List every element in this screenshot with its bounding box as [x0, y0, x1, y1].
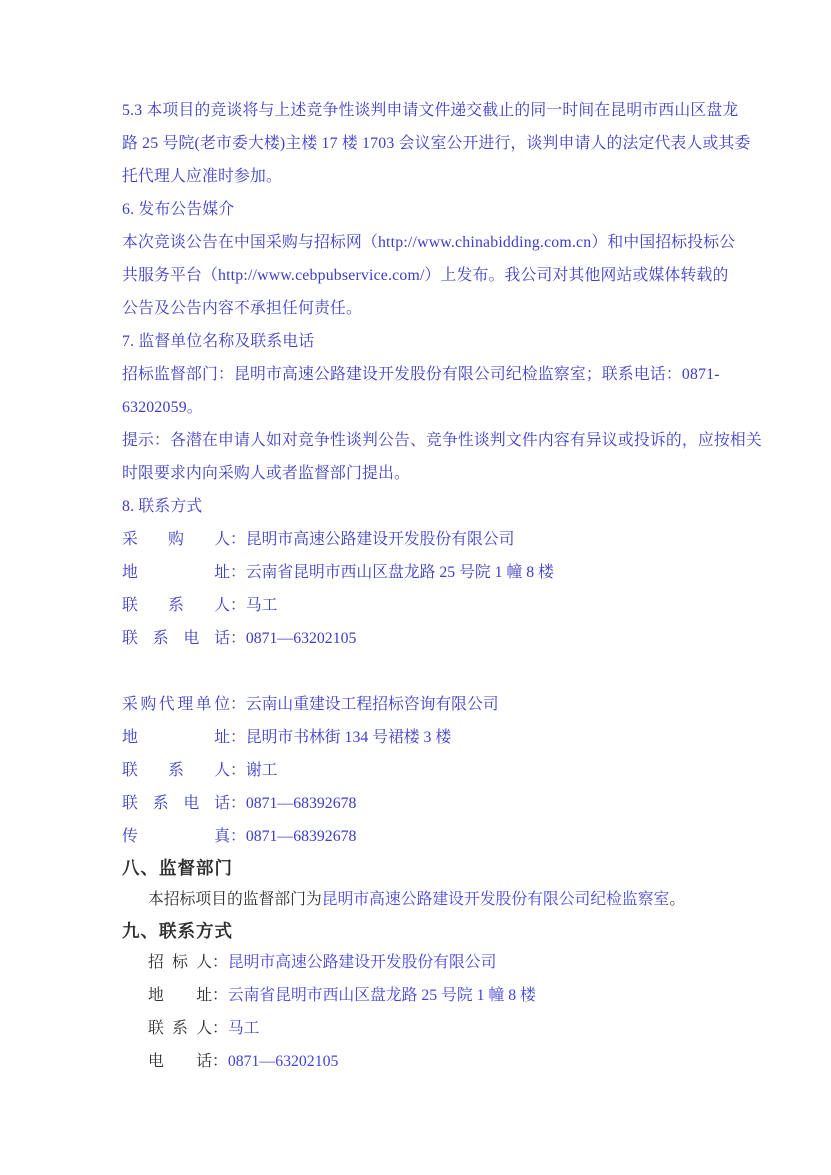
contact-colon: ：: [212, 987, 228, 1004]
contact9-row: [148, 946, 762, 979]
contact-colon: ：: [230, 696, 246, 713]
contact-label: 招标人: [148, 954, 212, 971]
contact-label: 联系电话: [122, 630, 230, 647]
contact-label: 联系人: [122, 597, 230, 614]
section-6-heading: 6. 发布公告媒介: [122, 201, 235, 218]
contact-colon: ：: [230, 828, 246, 845]
contact-colon: ：: [212, 1020, 228, 1037]
contact-label: 联系人: [122, 762, 230, 779]
section-7-line: 63202059。: [122, 399, 203, 416]
contact-value: 云南山重建设工程招标咨询有限公司: [245, 696, 499, 713]
contact-value: 0871—63202105: [245, 630, 357, 647]
section-6-line: 共服务平台（http://www.cebpubservice.com/）上发布。我公司对其他网站或媒体转载的: [122, 267, 729, 284]
tip-line: 提示：各潜在申请人如对竞争性谈判公告、竞争性谈判文件内容有异议或投诉的，应按相关: [122, 432, 762, 449]
clause-5-3-line: 路 25 号院(老市委大楼)主楼 17 楼 1703 会议室公开进行，谈判申请人的法定代表人或其委: [122, 135, 751, 152]
contact-colon: ：: [230, 564, 246, 581]
contact-label: 采购代理单位: [122, 696, 230, 713]
contact-colon: ：: [212, 954, 228, 971]
section-6-line: 本次竞谈公告在中国采购与招标网（http://www.chinabidding.com.cn）和中国招标投标公: [122, 234, 736, 251]
blank-line: [122, 655, 762, 688]
contact-label: 地址: [122, 564, 230, 581]
agency-row: [122, 721, 762, 754]
contact-label: 地址: [148, 987, 212, 1004]
document-content: [122, 94, 762, 1078]
contact-colon: ：: [230, 630, 246, 647]
contact-value: 昆明市高速公路建设开发股份有限公司: [227, 954, 497, 971]
agency-row: [122, 820, 762, 853]
supervision-suffix: 。: [669, 891, 686, 908]
clause-5-3-line: 托代理人应准时参加。: [122, 168, 282, 185]
contact-colon: ：: [230, 795, 246, 812]
contact-value: 谢工: [245, 762, 278, 779]
clause-5-3-line: 5.3 本项目的竞谈将与上述竞争性谈判申请文件递交截止的同一时间在昆明市西山区盘龙: [122, 102, 739, 119]
supervision-prefix: 本招标项目的监督部门为: [148, 891, 322, 908]
purchaser-row: [122, 622, 762, 655]
contact-value: 云南省昆明市西山区盘龙路 25 号院 1 幢 8 楼: [245, 564, 554, 581]
contact-label: 联系人: [148, 1020, 212, 1037]
purchaser-row: [122, 523, 762, 556]
section-8-heading: 8. 联系方式: [122, 498, 203, 515]
contact9-row: [148, 979, 762, 1012]
contact-colon: ：: [230, 729, 246, 746]
section-6-line: 公告及公告内容不承担任何责任。: [122, 300, 362, 317]
supervision-value: 昆明市高速公路建设开发股份有限公司纪检监察室: [321, 891, 670, 908]
supervision-paragraph: [122, 883, 762, 916]
supervision-heading: 八、监督部门: [122, 858, 233, 878]
contact-value: 0871—68392678: [245, 828, 357, 845]
contact-colon: ：: [230, 597, 246, 614]
agency-row: [122, 754, 762, 787]
purchaser-row: [122, 556, 762, 589]
contact-colon: ：: [230, 531, 246, 548]
contact-value: 马工: [245, 597, 278, 614]
contact9-row: [148, 1012, 762, 1045]
contact-label: 地址: [122, 729, 230, 746]
contact-label: 电话: [148, 1053, 212, 1070]
contact-label: 联系电话: [122, 795, 230, 812]
contact-label: 采购人: [122, 531, 230, 548]
contact-value: 马工: [227, 1020, 260, 1037]
contact-colon: ：: [230, 762, 246, 779]
contact-value: 昆明市书林街 134 号裙楼 3 楼: [245, 729, 452, 746]
contact-value: 云南省昆明市西山区盘龙路 25 号院 1 幢 8 楼: [227, 987, 536, 1004]
contact-colon: ：: [212, 1053, 228, 1070]
contact-value: 0871—68392678: [245, 795, 357, 812]
contact-label: 传真: [122, 828, 230, 845]
contact-value: 昆明市高速公路建设开发股份有限公司: [245, 531, 515, 548]
agency-row: [122, 787, 762, 820]
contact9-heading: 九、联系方式: [122, 921, 233, 941]
purchaser-row: [122, 589, 762, 622]
agency-row: [122, 688, 762, 721]
section-7-heading: 7. 监督单位名称及联系电话: [122, 333, 315, 350]
contact-value: 0871—63202105: [227, 1053, 339, 1070]
tip-line: 时限要求内向采购人或者监督部门提出。: [122, 465, 410, 482]
section-7-line: 招标监督部门：昆明市高速公路建设开发股份有限公司纪检监察室；联系电话：0871-: [122, 366, 720, 383]
contact9-row: [148, 1045, 762, 1078]
